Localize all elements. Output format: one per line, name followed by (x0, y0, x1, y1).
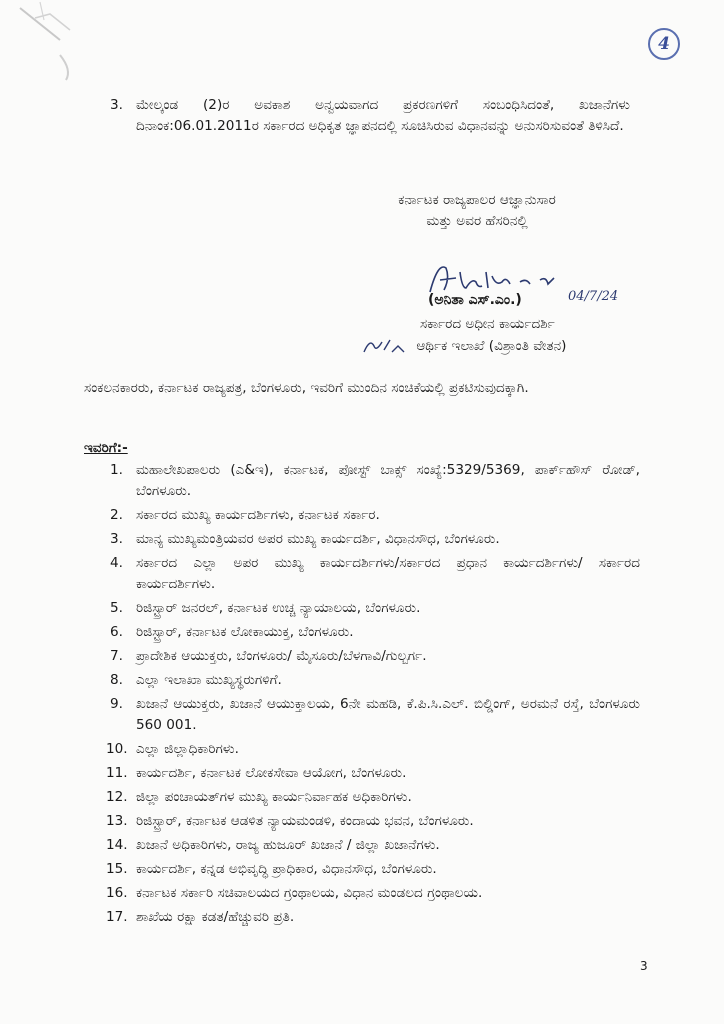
page-number: 3 (640, 959, 648, 973)
handwritten-page-mark: 4 (648, 28, 680, 60)
list-item: 9. ಖಜಾನೆ ಆಯುಕ್ತರು, ಖಜಾನೆ ಆಯುಕ್ತಾಲಯ, 6ನೇ ಮಹಡಿ, ಕೆ.ಪಿ.ಸಿ.ಎಲ್. ಬಿಲ್ಡಿಂಗ್, ಅರಮನೆ ರಸ್ತೆ, ಬೆಂಗಳೂರು 560 001. (110, 696, 640, 733)
list-item: 4. ಸರ್ಕಾರದ ಎಲ್ಲಾ ಅಪರ ಮುಖ್ಯ ಕಾರ್ಯದರ್ಶಿಗಳು/ಸರ್ಕಾರದ ಪ್ರಧಾನ ಕಾರ್ಯದರ್ಶಿಗಳು/ ಸರ್ಕಾರದ ಕಾರ್ಯದರ್ಶಿಗಳು. (110, 555, 640, 592)
recipients-heading: ಇವರಿಗೆ:- (84, 440, 128, 456)
list-item: 15. ಕಾರ್ಯದರ್ಶಿ, ಕನ್ನಡ ಅಭಿವೃದ್ಧಿ ಪ್ರಾಧಿಕಾರ, ವಿಧಾನಸೌಧ, ಬೆಂಗಳೂರು. (106, 861, 437, 877)
list-item: 6. ರಿಜಿಸ್ಟ್ರಾರ್, ಕರ್ನಾಟಕ ಲೋಕಾಯುಕ್ತ, ಬೆಂಗಳೂರು. (110, 624, 354, 640)
list-item: 1. ಮಹಾಲೇಖಪಾಲರು (ಎ&ಇ), ಕರ್ನಾಟಕ, ಪೋಸ್ಟ್ ಬಾಕ್ಸ್ ಸಂಖ್ಯೆ:5329/5369, ಪಾರ್ಕ್‌ಹೌಸ್ ರೋಡ್, ಬೆಂಗಳೂರು. (110, 462, 640, 499)
paragraph-3 (110, 95, 630, 137)
recipients-list (106, 460, 640, 931)
order-line-2: ಮತ್ತು ಅವರ ಹೆಸರಿನಲ್ಲಿ (426, 213, 528, 229)
list-item: 16. ಕರ್ನಾಟಕ ಸರ್ಕಾರಿ ಸಚಿವಾಲಯದ ಗ್ರಂಥಾಲಯ, ವಿಧಾನ ಮಂಡಲದ ಗ್ರಂಥಾಲಯ. (106, 885, 483, 901)
list-item: 17. ಶಾಖೆಯ ರಕ್ಷಾ ಕಡತ/ಹೆಚ್ಚುವರಿ ಪ್ರತಿ. (106, 909, 295, 925)
initials-icon (360, 336, 412, 356)
signatory-name: (ಅನಿತಾ ಎಸ್.ಎಂ.) (428, 292, 522, 308)
governor-order-line (362, 190, 592, 232)
list-item: 12. ಜಿಲ್ಲಾ ಪಂಚಾಯತ್‌ಗಳ ಮುಖ್ಯ ಕಾರ್ಯನಿರ್ವಾಹಕ ಅಧಿಕಾರಿಗಳು. (106, 789, 412, 805)
paragraph-text: ಮೇಲ್ಕಂಡ (2)ರ ಅವಕಾಶ ಅನ್ವಯವಾಗದ ಪ್ರಕರಣಗಳಿಗೆ ಸಂಬಂಧಿಸಿದಂತೆ, ಖಜಾನೆಗಳು ದಿನಾಂಕ:06.01.2011ರ ಸರ್ಕಾರದ ಅಧಿಕೃತ ಜ್ಞಾಪನದಲ್ಲಿ ಸೂಚಿಸಿರುವ ವಿಧಾನವನ್ನು ಅನುಸರಿಸುವಂತೆ ತಿಳಿಸಿದೆ. (136, 97, 630, 134)
paragraph-number: 3. (110, 97, 123, 113)
list-item: 2. ಸರ್ಕಾರದ ಮುಖ್ಯ ಕಾರ್ಯದರ್ಶಿಗಳು, ಕರ್ನಾಟಕ ಸರ್ಕಾರ. (110, 507, 380, 523)
designation-text: ಆರ್ಥಿಕ ಇಲಾಖೆ (ವಿಶ್ರಾಂತಿ ವೇತನ) (416, 338, 567, 354)
list-item: 14. ಖಜಾನೆ ಅಧಿಕಾರಿಗಳು, ರಾಜ್ಯ ಹುಜೂರ್ ಖಜಾನೆ / ಜಿಲ್ಲಾ ಖಜಾನೆಗಳು. (106, 837, 440, 853)
handwritten-date: 04/7/24 (568, 289, 619, 304)
list-item: 8. ಎಲ್ಲಾ ಇಲಾಖಾ ಮುಖ್ಯಸ್ಥರುಗಳಿಗೆ. (110, 672, 282, 688)
list-item: 7. ಪ್ರಾದೇಶಿಕ ಆಯುಕ್ತರು, ಬೆಂಗಳೂರು/ ಮೈಸೂರು/ಬೆಳಗಾವಿ/ಗುಲ್ಬರ್ಗ. (110, 648, 427, 664)
list-item: 10. ಎಲ್ಲಾ ಜಿಲ್ಲಾಧಿಕಾರಿಗಳು. (106, 741, 239, 757)
scan-smudge-mark (0, 0, 130, 110)
designation-line-1: ಸರ್ಕಾರದ ಅಧೀನ ಕಾರ್ಯದರ್ಶಿ (420, 316, 555, 332)
list-item: 13. ರಿಜಿಸ್ಟ್ರಾರ್, ಕರ್ನಾಟಕ ಆಡಳಿತ ನ್ಯಾಯಮಂಡಳಿ, ಕಂದಾಯ ಭವನ, ಬೆಂಗಳೂರು. (106, 813, 474, 829)
list-item: 3. ಮಾನ್ಯ ಮುಖ್ಯಮಂತ್ರಿಯವರ ಅಪರ ಮುಖ್ಯ ಕಾರ್ಯದರ್ಶಿ, ವಿಧಾನಸೌಧ, ಬೆಂಗಳೂರು. (110, 531, 500, 547)
order-line-1: ಕರ್ನಾಟಕ ರಾಜ್ಯಪಾಲರ ಆಜ್ಞಾನುಸಾರ (398, 192, 556, 208)
list-item: 5. ರಿಜಿಸ್ಟ್ರಾರ್ ಜನರಲ್, ಕರ್ನಾಟಕ ಉಚ್ಚ ನ್ಯಾಯಾಲಯ, ಬೆಂಗಳೂರು. (110, 600, 421, 616)
copy-note: ಸಂಕಲನಕಾರರು, ಕರ್ನಾಟಕ ರಾಜ್ಯಪತ್ರ, ಬೆಂಗಳೂರು, ಇವರಿಗೆ ಮುಂದಿನ ಸಂಚಿಕೆಯಲ್ಲಿ ಪ್ರಕಟಿಸುವುದಕ್ಕಾಗಿ. (84, 380, 529, 396)
list-item: 11. ಕಾರ್ಯದರ್ಶಿ, ಕರ್ನಾಟಕ ಲೋಕಸೇವಾ ಆಯೋಗ, ಬೆಂಗಳೂರು. (106, 765, 407, 781)
designation-line-2 (360, 336, 566, 357)
